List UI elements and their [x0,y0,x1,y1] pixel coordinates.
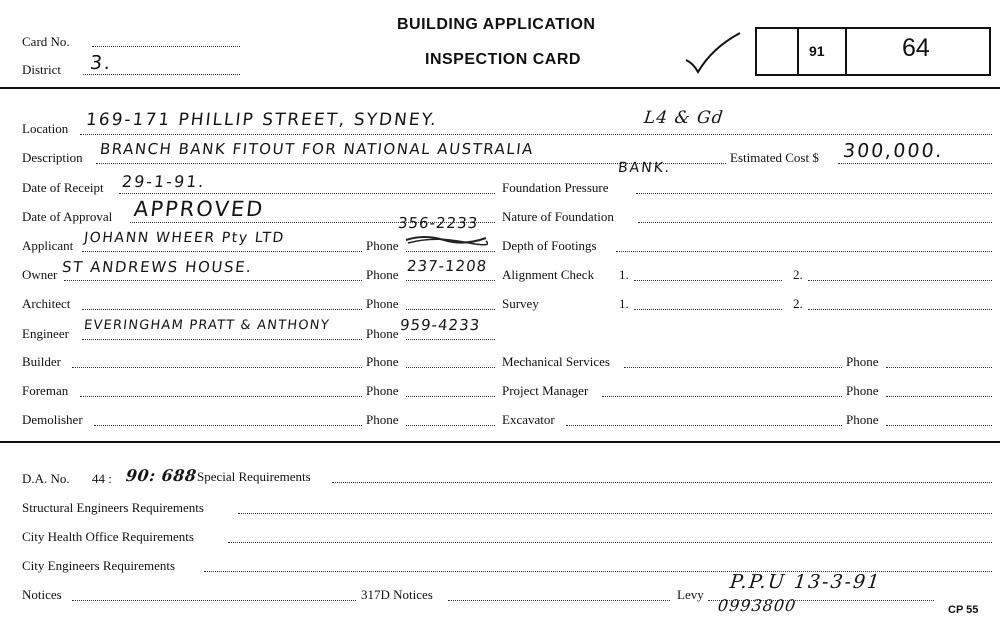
project-manager-phone-field[interactable] [886,396,992,397]
survey-num-2: 2. [793,296,803,311]
district-label: District [22,62,61,77]
estimated-cost-field[interactable] [838,163,992,164]
location-label: Location [22,121,69,136]
description-value: BRANCH BANK FITOUT FOR NATIONAL AUSTRALIA [99,140,535,158]
date-receipt-label: Date of Receipt [22,180,104,195]
date-receipt-field[interactable] [119,193,495,194]
location-field[interactable] [80,134,992,135]
estimated-cost-label: Estimated Cost $ [730,150,819,165]
owner-field[interactable] [64,280,362,281]
architect-field[interactable] [82,309,362,310]
demolisher-label: Demolisher [22,412,83,427]
nature-foundation-label: Nature of Foundation [502,209,614,224]
box-number: 64 [902,34,930,62]
card-number-box [755,27,991,76]
excavator-label: Excavator [502,412,555,427]
architect-label: Architect [22,296,71,311]
survey-field-2[interactable] [808,309,992,310]
levy-value: P.P.U 13-3-91 [728,571,883,593]
nature-foundation-field[interactable] [638,222,992,223]
card-no-label: Card No. [22,34,70,49]
engineer-field[interactable] [82,339,362,340]
mechanical-services-label: Mechanical Services [502,354,610,369]
builder-field[interactable] [72,367,362,368]
demolisher-phone-label: Phone [366,412,399,427]
box-year: 91 [809,43,825,59]
city-health-label: City Health Office Requirements [22,529,194,544]
description-label: Description [22,150,83,165]
applicant-phone-value: 356-2233 [397,214,480,232]
excavator-phone-field[interactable] [886,425,992,426]
mechanical-phone-field[interactable] [886,367,992,368]
form-title-line2: INSPECTION CARD [425,51,581,68]
card-no-field[interactable] [92,46,240,47]
notices-field[interactable] [72,600,356,601]
foreman-phone-label: Phone [366,383,399,398]
demolisher-field[interactable] [94,425,362,426]
form-title-line1: BUILDING APPLICATION [397,16,596,33]
city-engineers-label: City Engineers Requirements [22,558,176,573]
foreman-phone-field[interactable] [406,396,495,397]
structural-engineers-field[interactable] [238,513,992,514]
engineer-value: EVERINGHAM PRATT & ANTHONY [83,318,331,333]
checkmark-icon [684,30,742,74]
survey-num-1: 1. [619,296,629,311]
applicant-value: JOHANN WHEER Pty LTD [83,230,286,246]
applicant-field[interactable] [82,251,362,252]
depth-footings-label: Depth of Footings [502,238,597,253]
date-approval-value: APPROVED [132,197,266,221]
project-manager-label: Project Manager [502,383,589,398]
form-code: CP 55 [948,604,979,616]
project-manager-phone-label: Phone [846,383,879,398]
applicant-phone-field[interactable] [406,251,495,252]
notices-317d-label: 317D Notices [361,587,433,602]
date-receipt-value: 29-1-91. [121,172,207,191]
city-health-field[interactable] [228,542,992,543]
special-requirements-label: Special Requirements [197,469,311,484]
district-value: 3. [88,52,114,74]
owner-phone-field[interactable] [406,280,495,281]
foundation-pressure-field[interactable] [636,193,992,194]
struck-phone-icon [404,232,488,246]
notices-317d-field[interactable] [448,600,670,601]
location-value: 169-171 PHILLIP STREET, SYDNEY. [84,110,439,130]
owner-phone-value: 237-1208 [406,257,489,275]
depth-footings-field[interactable] [616,251,992,252]
builder-phone-label: Phone [366,354,399,369]
demolisher-phone-field[interactable] [406,425,495,426]
architect-phone-field[interactable] [406,309,495,310]
builder-phone-field[interactable] [406,367,495,368]
district-field[interactable] [83,74,240,75]
mechanical-services-field[interactable] [624,367,842,368]
mechanical-phone-label: Phone [846,354,879,369]
applicant-label: Applicant [22,238,74,253]
excavator-phone-label: Phone [846,412,879,427]
da-no-label: D.A. No. [22,471,70,486]
alignment-field-2[interactable] [808,280,992,281]
foreman-field[interactable] [80,396,362,397]
description-value-2: BANK. [617,160,673,176]
alignment-num-2: 2. [793,267,803,282]
alignment-num-1: 1. [619,267,629,282]
location-extra: L4 & Gd [642,108,725,128]
alignment-check-label: Alignment Check [502,267,595,282]
box-divider [797,29,799,74]
owner-label: Owner [22,267,58,282]
builder-label: Builder [22,354,61,369]
engineer-phone-field[interactable] [406,339,495,340]
divider-top [0,87,1000,89]
architect-phone-label: Phone [366,296,399,311]
engineer-phone-value: 959-4233 [399,316,482,334]
divider-bottom [0,441,1000,443]
date-approval-label: Date of Approval [22,209,113,224]
levy-label: Levy [677,587,704,602]
notices-label: Notices [22,587,62,602]
estimated-cost-value: 300,000. [841,140,945,162]
box-divider [845,29,847,74]
alignment-field-1[interactable] [634,280,782,281]
owner-phone-label: Phone [366,267,399,282]
receipt-value: 0993800 [717,596,798,615]
excavator-field[interactable] [566,425,842,426]
structural-engineers-label: Structural Engineers Requirements [22,500,204,515]
project-manager-field[interactable] [602,396,842,397]
survey-label: Survey [502,296,539,311]
foreman-label: Foreman [22,383,69,398]
applicant-phone-label: Phone [366,238,399,253]
survey-field-1[interactable] [634,309,782,310]
special-requirements-field[interactable] [332,482,992,483]
da-value: 90: 688 [125,466,198,485]
engineer-phone-label: Phone [366,326,399,341]
owner-value: ST ANDREWS HOUSE. [61,258,254,276]
engineer-label: Engineer [22,326,69,341]
foundation-pressure-label: Foundation Pressure [502,180,609,195]
da-prefix: 44 : [92,471,112,486]
